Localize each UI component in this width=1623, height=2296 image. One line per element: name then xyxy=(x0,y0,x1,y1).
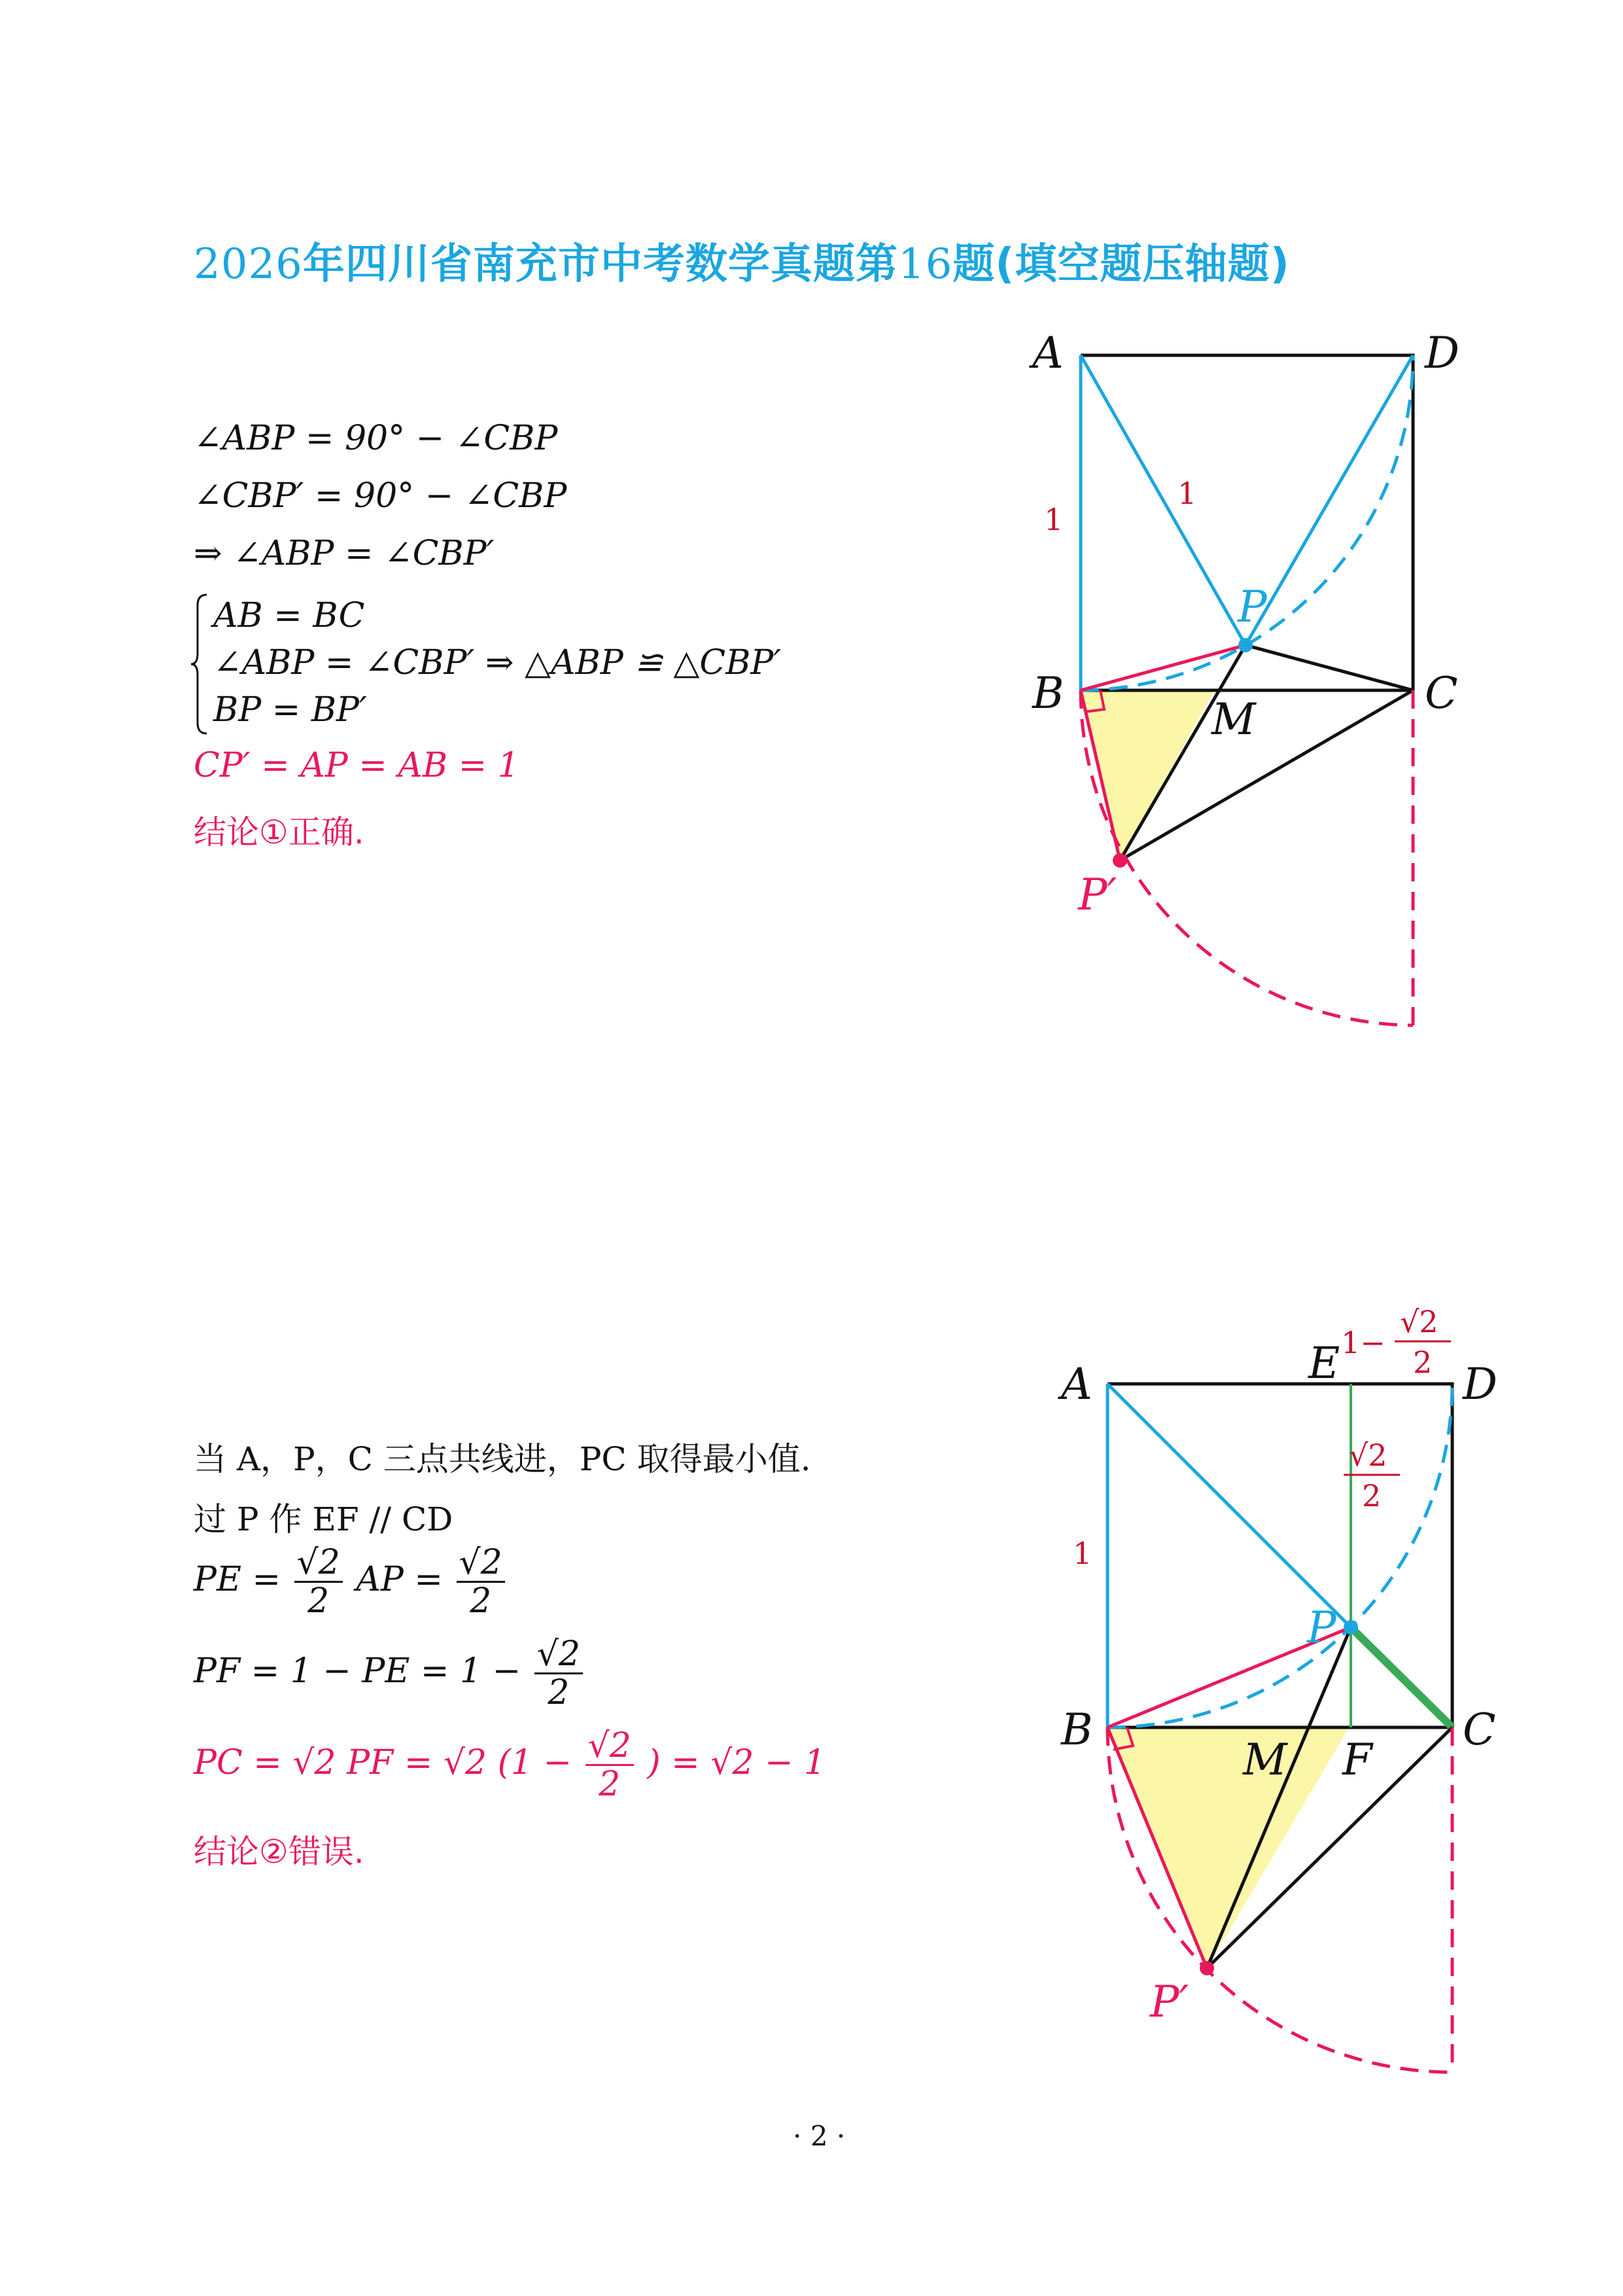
label-d: D xyxy=(1463,1359,1497,1409)
part1-result: CP′ = AP = AB = 1 xyxy=(194,746,519,785)
part1-line3: ⇒ ∠ABP = ∠CBP′ xyxy=(194,534,495,573)
label-ed-prefix: 1− xyxy=(1341,1325,1386,1360)
part2-line2: 过 P 作 EF // CD xyxy=(194,1500,453,1538)
segment-ap xyxy=(1081,355,1246,645)
part2-conclusion: 结论②错误. xyxy=(194,1833,364,1871)
segment-bp xyxy=(1081,645,1246,690)
label-d: D xyxy=(1425,328,1459,378)
figure-1 xyxy=(1028,328,1459,1025)
page-number: · 2 · xyxy=(793,2120,846,2152)
point-p-prime xyxy=(1113,853,1127,868)
label-m: M xyxy=(1212,694,1256,745)
part2-line1: 当 A，P，C 三点共线进，PC 取得最小值. xyxy=(194,1440,811,1478)
label-side-length: 1 xyxy=(1044,502,1064,537)
shaded-triangle xyxy=(1108,1727,1349,1968)
fraction: $\frac{√2}{2}$ xyxy=(534,1636,583,1711)
label-ep-den: 2 xyxy=(1362,1478,1382,1513)
label-c: C xyxy=(1463,1704,1496,1755)
label-ed-den: 2 xyxy=(1413,1345,1433,1380)
label-f: F xyxy=(1342,1735,1372,1785)
label-p: P xyxy=(1238,582,1267,632)
system-line-3: BP = BP′ xyxy=(213,690,367,730)
figure-2 xyxy=(1057,1304,1497,2072)
segment-ap xyxy=(1108,1384,1351,1627)
label-p-prime: P′ xyxy=(1078,870,1117,920)
label-ap-length: 1 xyxy=(1178,476,1197,511)
fraction: $\frac{√2}{2}$ xyxy=(294,1544,343,1619)
label-ed-num: √2 xyxy=(1400,1304,1439,1339)
segment-pc xyxy=(1351,1627,1452,1727)
label-c: C xyxy=(1425,668,1458,718)
part1-conclusion: 结论①正确. xyxy=(194,813,364,851)
point-p-prime xyxy=(1200,1961,1214,1975)
label-m: M xyxy=(1243,1735,1287,1785)
label-e: E xyxy=(1308,1338,1340,1388)
fraction: $\frac{√2}{2}$ xyxy=(457,1544,505,1619)
fraction: $\frac{√2}{2}$ xyxy=(585,1727,634,1803)
system-line-2: ∠ABP = ∠CBP′ ⇒ △ABP ≌ △CBP′ xyxy=(213,643,782,682)
page-title: 2026年四川省南充市中考数学真题第16题(填空题压轴题) xyxy=(194,240,1290,289)
part1-line2: ∠CBP′ = 90° − ∠CBP xyxy=(194,476,567,516)
label-a: A xyxy=(1032,328,1064,378)
label-ep-num: √2 xyxy=(1349,1438,1387,1473)
part2-pe-line: PE = $\frac{√2}{2}$ AP = $\frac{√2}{2}$ xyxy=(194,1544,508,1619)
point-p xyxy=(1238,638,1253,652)
point-p xyxy=(1344,1620,1358,1634)
part2-pf-line: PF = 1 − PE = 1 − $\frac{√2}{2}$ xyxy=(194,1636,585,1711)
label-a: A xyxy=(1061,1359,1092,1409)
system-line-1: AB = BC xyxy=(213,596,365,635)
label-side-length: 1 xyxy=(1073,1536,1092,1571)
segment-pd xyxy=(1246,355,1413,645)
label-b: B xyxy=(1061,1704,1093,1755)
label-p: P xyxy=(1307,1602,1336,1653)
part1-line1: ∠ABP = 90° − ∠CBP xyxy=(194,419,558,458)
label-b: B xyxy=(1032,668,1064,718)
segment-pc xyxy=(1246,645,1413,690)
label-p-prime: P′ xyxy=(1150,1977,1189,2027)
part2-pc-line: PC = √2 PF = √2 (1 − $\frac{√2}{2}$ ) = √2 − 1 xyxy=(194,1726,826,1804)
